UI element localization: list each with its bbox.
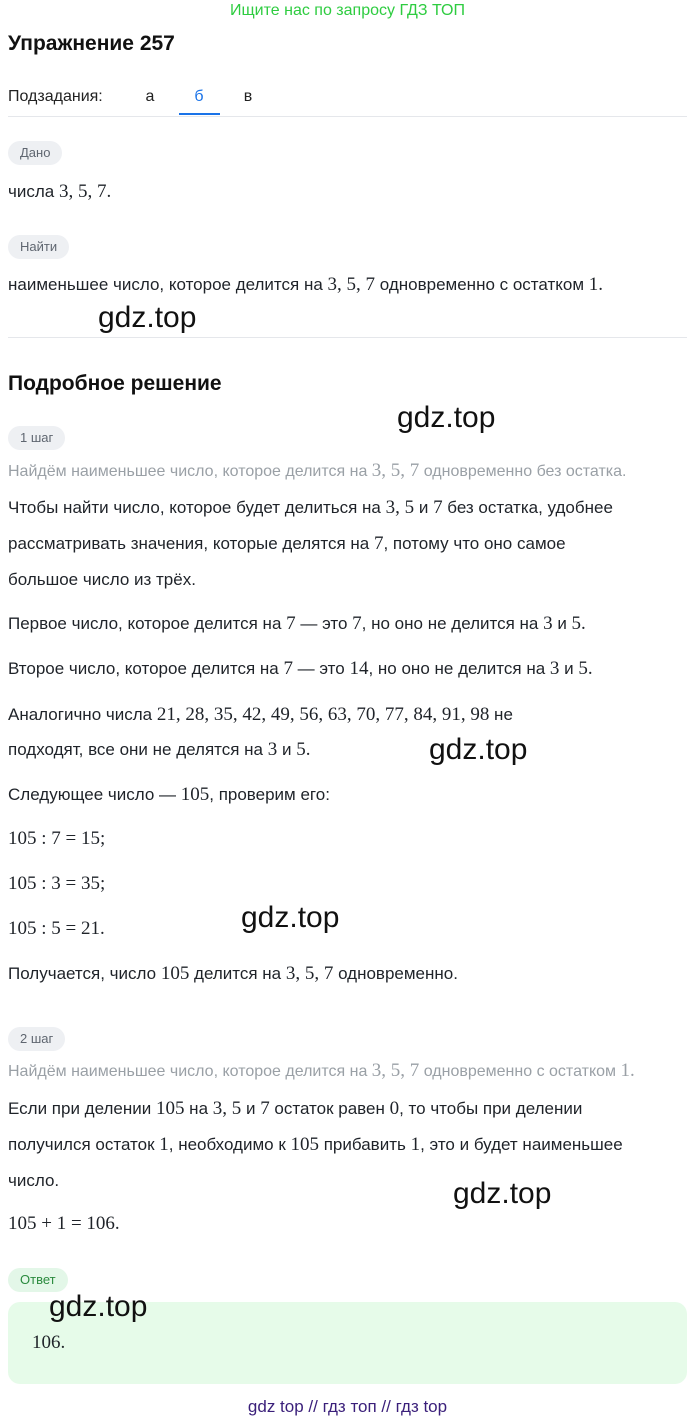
step2-badge: 2 шаг <box>8 1027 65 1051</box>
watermark: gdz.top <box>397 401 496 434</box>
step1-goal: Найдём наименьшее число, которое делится на 3, 5, 7 одновременно без остатка. <box>8 460 627 481</box>
solution-title: Подробное решение <box>8 372 222 395</box>
step1-p6: Получается, число 105 делится на 3, 5, 7 одновременно. <box>8 963 458 984</box>
given-badge: Дано <box>8 141 62 165</box>
step1-p1-line1: Чтобы найти число, которое будет делиться на 3, 5 и 7 без остатка, удобнее <box>8 497 613 518</box>
active-tab-indicator <box>179 113 220 115</box>
step1-p4-line1: Аналогично числа 21, 28, 35, 42, 49, 56, 63, 70, 77, 84, 91, 98 не <box>8 704 513 725</box>
step1-p1-line2: рассматривать значения, которые делятся на 7, потому что оно самое <box>8 533 566 554</box>
equation-2: 105 : 3 = 35; <box>8 873 106 894</box>
tab-a[interactable]: а <box>145 88 155 105</box>
step1-p2: Первое число, которое делится на 7 — это 7, но оно не делится на 3 и 5. <box>8 613 586 634</box>
search-banner: Ищите нас по запросу ГДЗ ТОП <box>230 2 465 19</box>
given-text: числа 3, 5, 7. <box>8 181 112 202</box>
watermark: gdz.top <box>241 901 340 934</box>
tab-v[interactable]: в <box>243 88 253 105</box>
step1-p4-line2: подходят, все они не делятся на 3 и 5. <box>8 739 311 760</box>
step2-p1-line2: получился остаток 1, необходимо к 105 прибавить 1, это и будет наименьшее <box>8 1134 623 1155</box>
subtasks-label: Подзадания: <box>8 88 103 105</box>
watermark: gdz.top <box>98 301 197 334</box>
answer-value: 106. <box>32 1332 66 1353</box>
footer-links[interactable]: gdz top // гдз топ // гдз top <box>247 1397 448 1416</box>
equation-final: 105 + 1 = 106. <box>8 1213 120 1234</box>
step2-goal: Найдём наименьшее число, которое делится на 3, 5, 7 одновременно с остатком 1. <box>8 1060 635 1081</box>
answer-badge: Ответ <box>8 1268 68 1292</box>
section-divider <box>8 337 687 338</box>
step2-p1-line1: Если при делении 105 на 3, 5 и 7 остаток равен 0, то чтобы при делении <box>8 1098 583 1119</box>
watermark: gdz.top <box>429 733 528 766</box>
tabs-divider <box>8 116 687 117</box>
page-title: Упражнение 257 <box>8 32 175 55</box>
step2-p1-line3: число. <box>8 1171 60 1190</box>
watermark: gdz.top <box>49 1290 148 1323</box>
tab-b[interactable]: б <box>194 88 204 105</box>
step1-p5: Следующее число — 105, проверим его: <box>8 784 330 805</box>
find-text: наименьшее число, которое делится на 3, 5, 7 одновременно с остатком 1. <box>8 274 604 295</box>
equation-3: 105 : 5 = 21. <box>8 918 105 939</box>
step1-p3: Второе число, которое делится на 7 — это 14, но оно не делится на 3 и 5. <box>8 658 593 679</box>
equation-1: 105 : 7 = 15; <box>8 828 106 849</box>
watermark: gdz.top <box>453 1177 552 1210</box>
step1-p1-line3: большое число из трёх. <box>8 570 196 589</box>
find-badge: Найти <box>8 235 69 259</box>
step1-badge: 1 шаг <box>8 426 65 450</box>
